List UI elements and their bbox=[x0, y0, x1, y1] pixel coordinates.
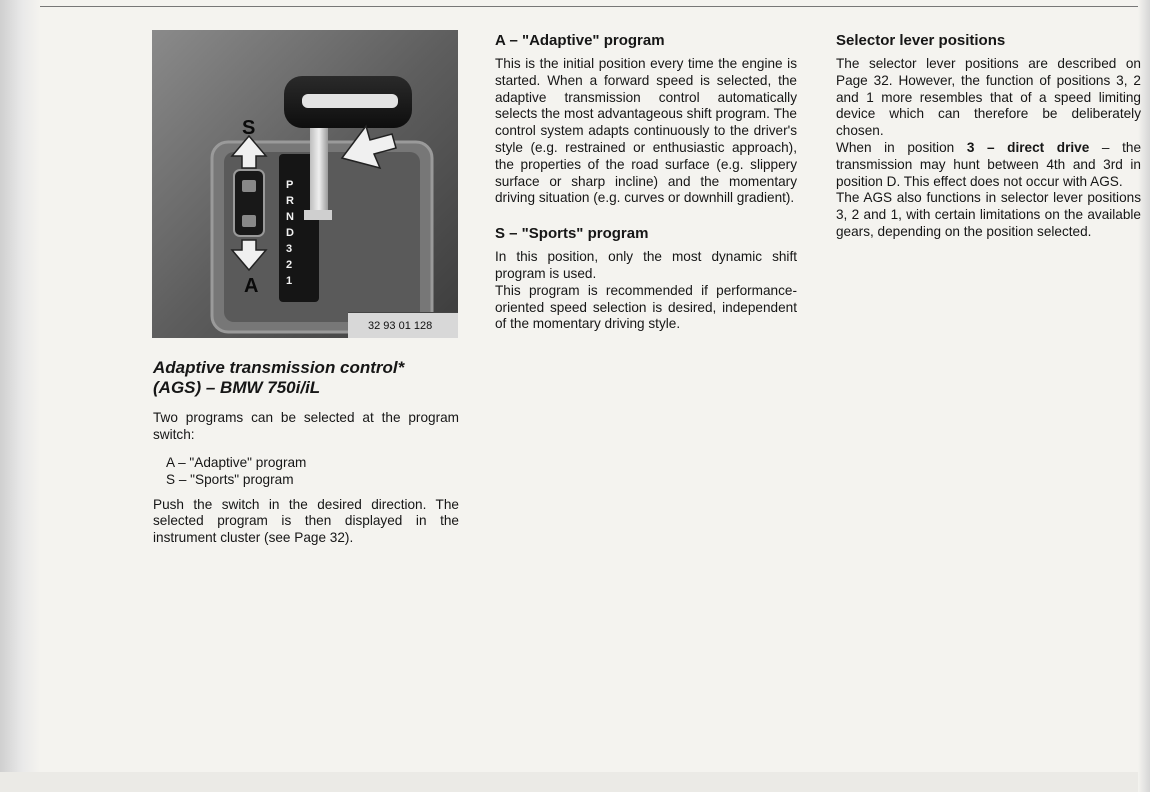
section-title-line2: (AGS) – BMW 750i/iL bbox=[153, 378, 321, 397]
sports-text-2: This program is recommended if performance-oriented speed selection is desired, independent of the momentary driving style. bbox=[495, 282, 797, 332]
gear-label: 3 bbox=[286, 243, 293, 255]
adaptive-heading: A – "Adaptive" program bbox=[495, 32, 665, 49]
top-rule bbox=[40, 6, 1140, 7]
selector-heading: Selector lever positions bbox=[836, 32, 1006, 49]
selector-para-2-suffix: – the transmission may hunt between 4th and 3rd in position D. This effect does not occur with AGS. bbox=[836, 139, 1142, 189]
middle-column bbox=[495, 32, 797, 333]
gear-label: N bbox=[286, 211, 294, 223]
selector-para-2 bbox=[836, 140, 1141, 190]
gear-label: R bbox=[286, 195, 294, 207]
program-list bbox=[166, 454, 459, 488]
selector-para-1: The selector lever positions are described on Page 32. However, the function of positions 3, 2 and 1 more resembles that of a speed limiting device which can therefore be deliberately chosen. bbox=[836, 56, 1141, 139]
gear-label: 2 bbox=[286, 259, 293, 271]
gear-label: D bbox=[286, 227, 294, 239]
sports-heading: S – "Sports" program bbox=[495, 225, 649, 243]
adaptive-text: This is the initial position every time the engine is started. When a forward speed is selected, the adaptive transmission control automatically selects the most advantageous shift program. The control system adapts continuously to the driver's style (e.g. restrained or enthusiastic approach), the properties of the road surface (e.g. slippery surface or sharp incline) and the momentary driving situation (e.g. curves or downhill gradient). bbox=[495, 56, 797, 206]
switch-label-s: S bbox=[242, 117, 256, 139]
left-column bbox=[153, 358, 459, 547]
intro-text: Two programs can be selected at the program switch: bbox=[153, 410, 459, 442]
section-title-line1: Adaptive transmission control* bbox=[153, 358, 405, 377]
gear-label: P bbox=[286, 179, 294, 191]
shift-lever-photo bbox=[152, 30, 458, 338]
program-item-sports: S – "Sports" program bbox=[166, 471, 294, 487]
figure-code: 32 93 01 128 bbox=[368, 320, 433, 332]
selector-para-3: The AGS also functions in selector lever positions 3, 2 and 1, with certain limitations on the available gears, depending on the position selected. bbox=[836, 190, 1141, 239]
sports-text-1: In this position, only the most dynamic shift program is used. bbox=[495, 249, 797, 281]
page-binding bbox=[0, 0, 40, 792]
section-title bbox=[153, 358, 459, 398]
program-item-adaptive: A – "Adaptive" program bbox=[166, 454, 307, 470]
gear-label: 1 bbox=[286, 275, 293, 287]
selector-para-2-prefix: When in position bbox=[836, 139, 967, 155]
bottom-strip bbox=[0, 772, 1150, 792]
direct-drive-term: 3 – direct drive bbox=[966, 139, 1090, 155]
switch-label-a: A bbox=[244, 275, 259, 297]
instruction-text: Push the switch in the desired direction. The selected program is then displayed in the instrument cluster (see Page 32). bbox=[153, 496, 459, 546]
right-column bbox=[836, 32, 1141, 241]
